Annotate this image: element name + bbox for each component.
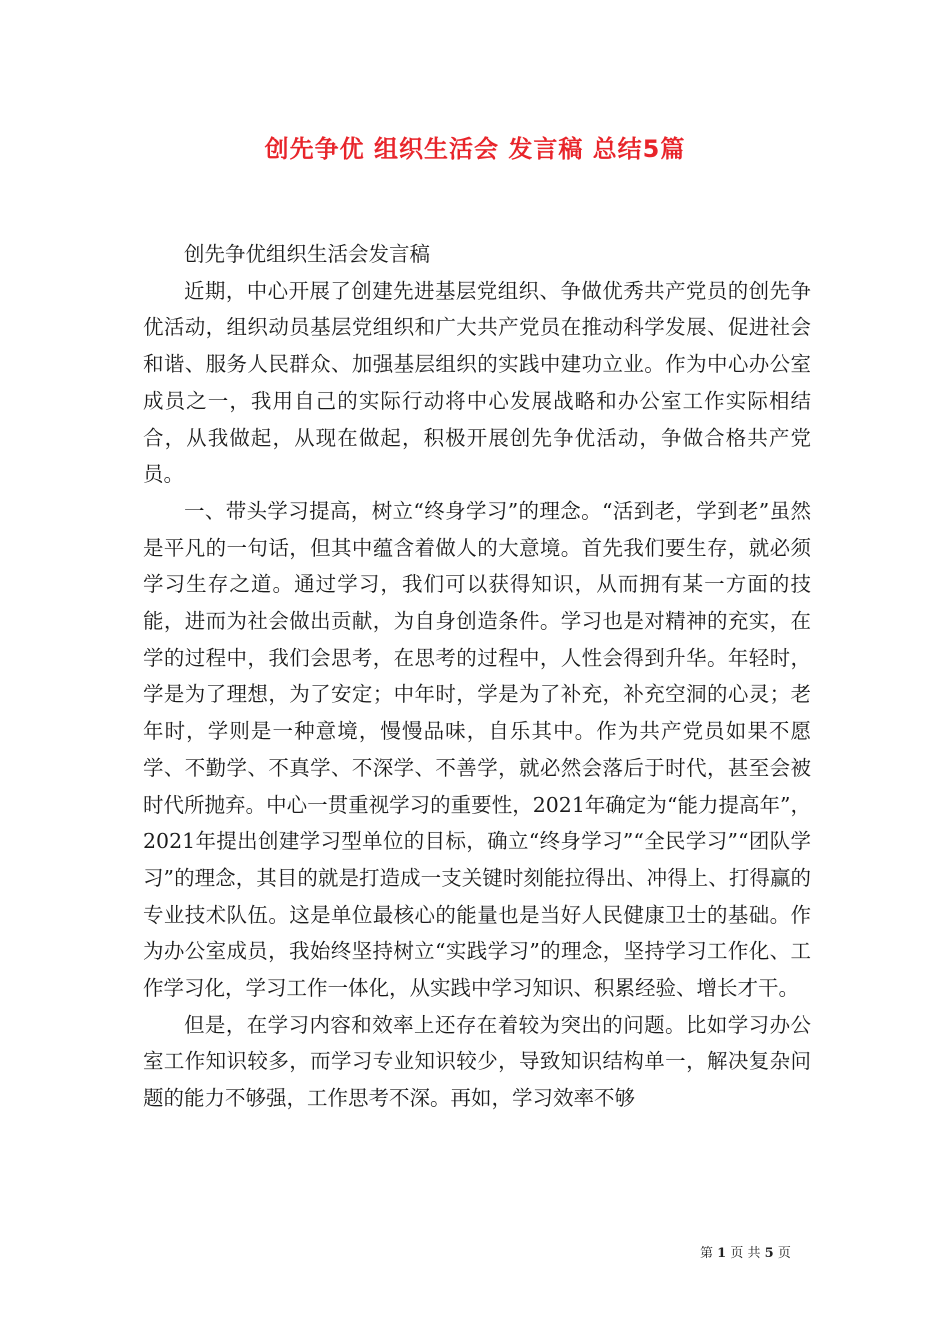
document-subheading: 创先争优组织生活会发言稿 <box>184 242 430 266</box>
paragraph-3: 但是，在学习内容和效率上还存在着较为突出的问题。比如学习办公室工作知识较多，而学习专业知识较少，导致知识结构单一，解决复杂问题的能力不够强，工作思考不深。再如，学习效率不够 <box>143 1012 811 1111</box>
document-title: 创先争优 组织生活会 发言稿 总结5篇 <box>264 135 686 163</box>
footer-suffix: 页 <box>777 1246 791 1261</box>
paragraph-2: 一、带头学习提高，树立“终身学习”的理念。“活到老，学到老”虽然是平凡的一句话，但其中蕴含着做人的大意境。首先我们要生存，就必须学习生存之道。通过学习，我们可以获得知识，从而拥有某一方面的技能，进而为社会做出贡献，为自身创造条件。学习也是对精神的充实，在学的过程中，我们会思考，在思考的过程中，人性会得到升华。年轻时，学是为了理想，为了安定；中年时，学是为了补充，补充空洞的心灵；老年时，学则是一种意境，慢慢品味，自乐其中。作为共产党员如果不愿学、不勤学、不真学、不深学、不善学，就必然会落后于时代，甚至会被时代所抛弃。中心一贯重视学习的重要性，2021年确定为“能力提高年”，2021年提出创建学习型单位的目标，确立“终身学习”“全民学习”“团队学习”的理念，其目的就是打造成一支关键时刻能拉得出、冲得上、打得赢的专业技术队伍。这是单位最核心的能量也是当好人民健康卫士的基础。作为办公室成员，我始终坚持树立“实践学习”的理念，坚持学习工作化、工作学习化，学习工作一体化，从实践中学习知识、积累经验、增长才干。 <box>143 498 811 1001</box>
paragraph-1: 近期，中心开展了创建先进基层党组织、争做优秀共产党员的创先争优活动，组织动员基层党组织和广大共产党员在推动科学发展、促进社会和谐、服务人民群众、加强基层组织的实践中建功立业。作为中心办公室成员之一，我用自己的实际行动将中心发展战略和办公室工作实际相结合，从我做起，从现在做起，积极开展创先争优活动，争做合格共产党员。 <box>143 278 811 487</box>
footer-total-pages: 5 <box>764 1246 774 1261</box>
footer-prefix: 第 <box>700 1246 714 1261</box>
page-footer <box>700 1245 820 1263</box>
footer-middle: 页 共 <box>730 1246 761 1261</box>
footer-current-page: 1 <box>717 1246 727 1261</box>
document-body <box>143 236 811 1117</box>
